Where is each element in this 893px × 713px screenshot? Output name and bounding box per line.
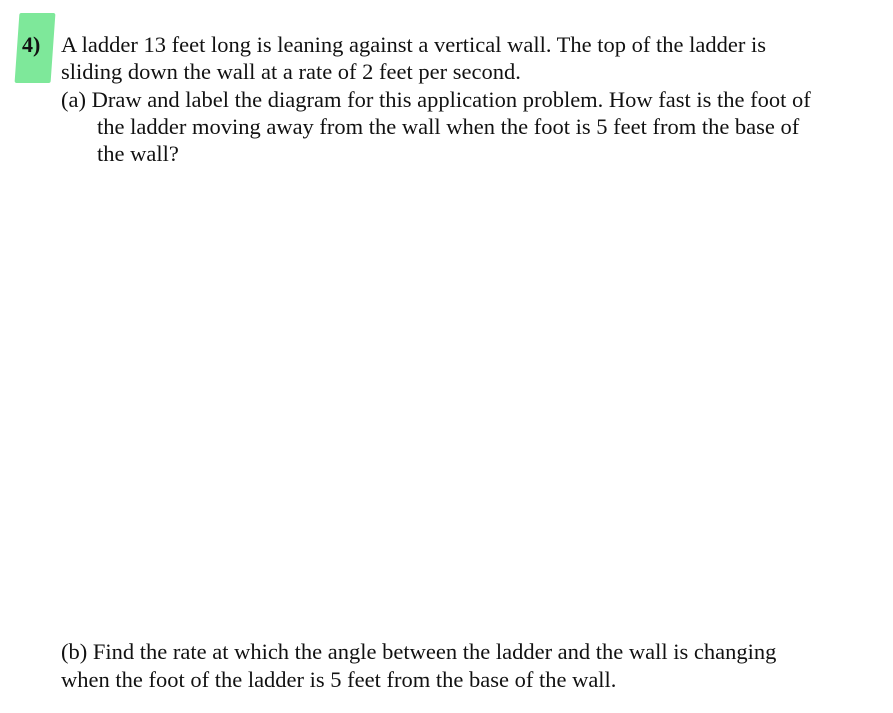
part-a-line-2: the ladder moving away from the wall when the foot is 5 feet from the base of [97, 114, 800, 139]
part-b-line-1: (b) Find the rate at which the angle between the ladder and the wall is changing [61, 639, 777, 664]
part-a-line-1: (a) Draw and label the diagram for this application problem. How fast is the foot of [61, 87, 811, 112]
part-b-line-2: when the foot of the ladder is 5 feet from the base of the wall. [61, 667, 617, 692]
question-number: 4) [22, 32, 41, 57]
part-a-line-3: the wall? [97, 141, 179, 166]
question-stem-line-2: sliding down the wall at a rate of 2 feet per second. [61, 59, 521, 84]
question-stem-line-1: A ladder 13 feet long is leaning against a vertical wall. The top of the ladder is [61, 32, 766, 57]
